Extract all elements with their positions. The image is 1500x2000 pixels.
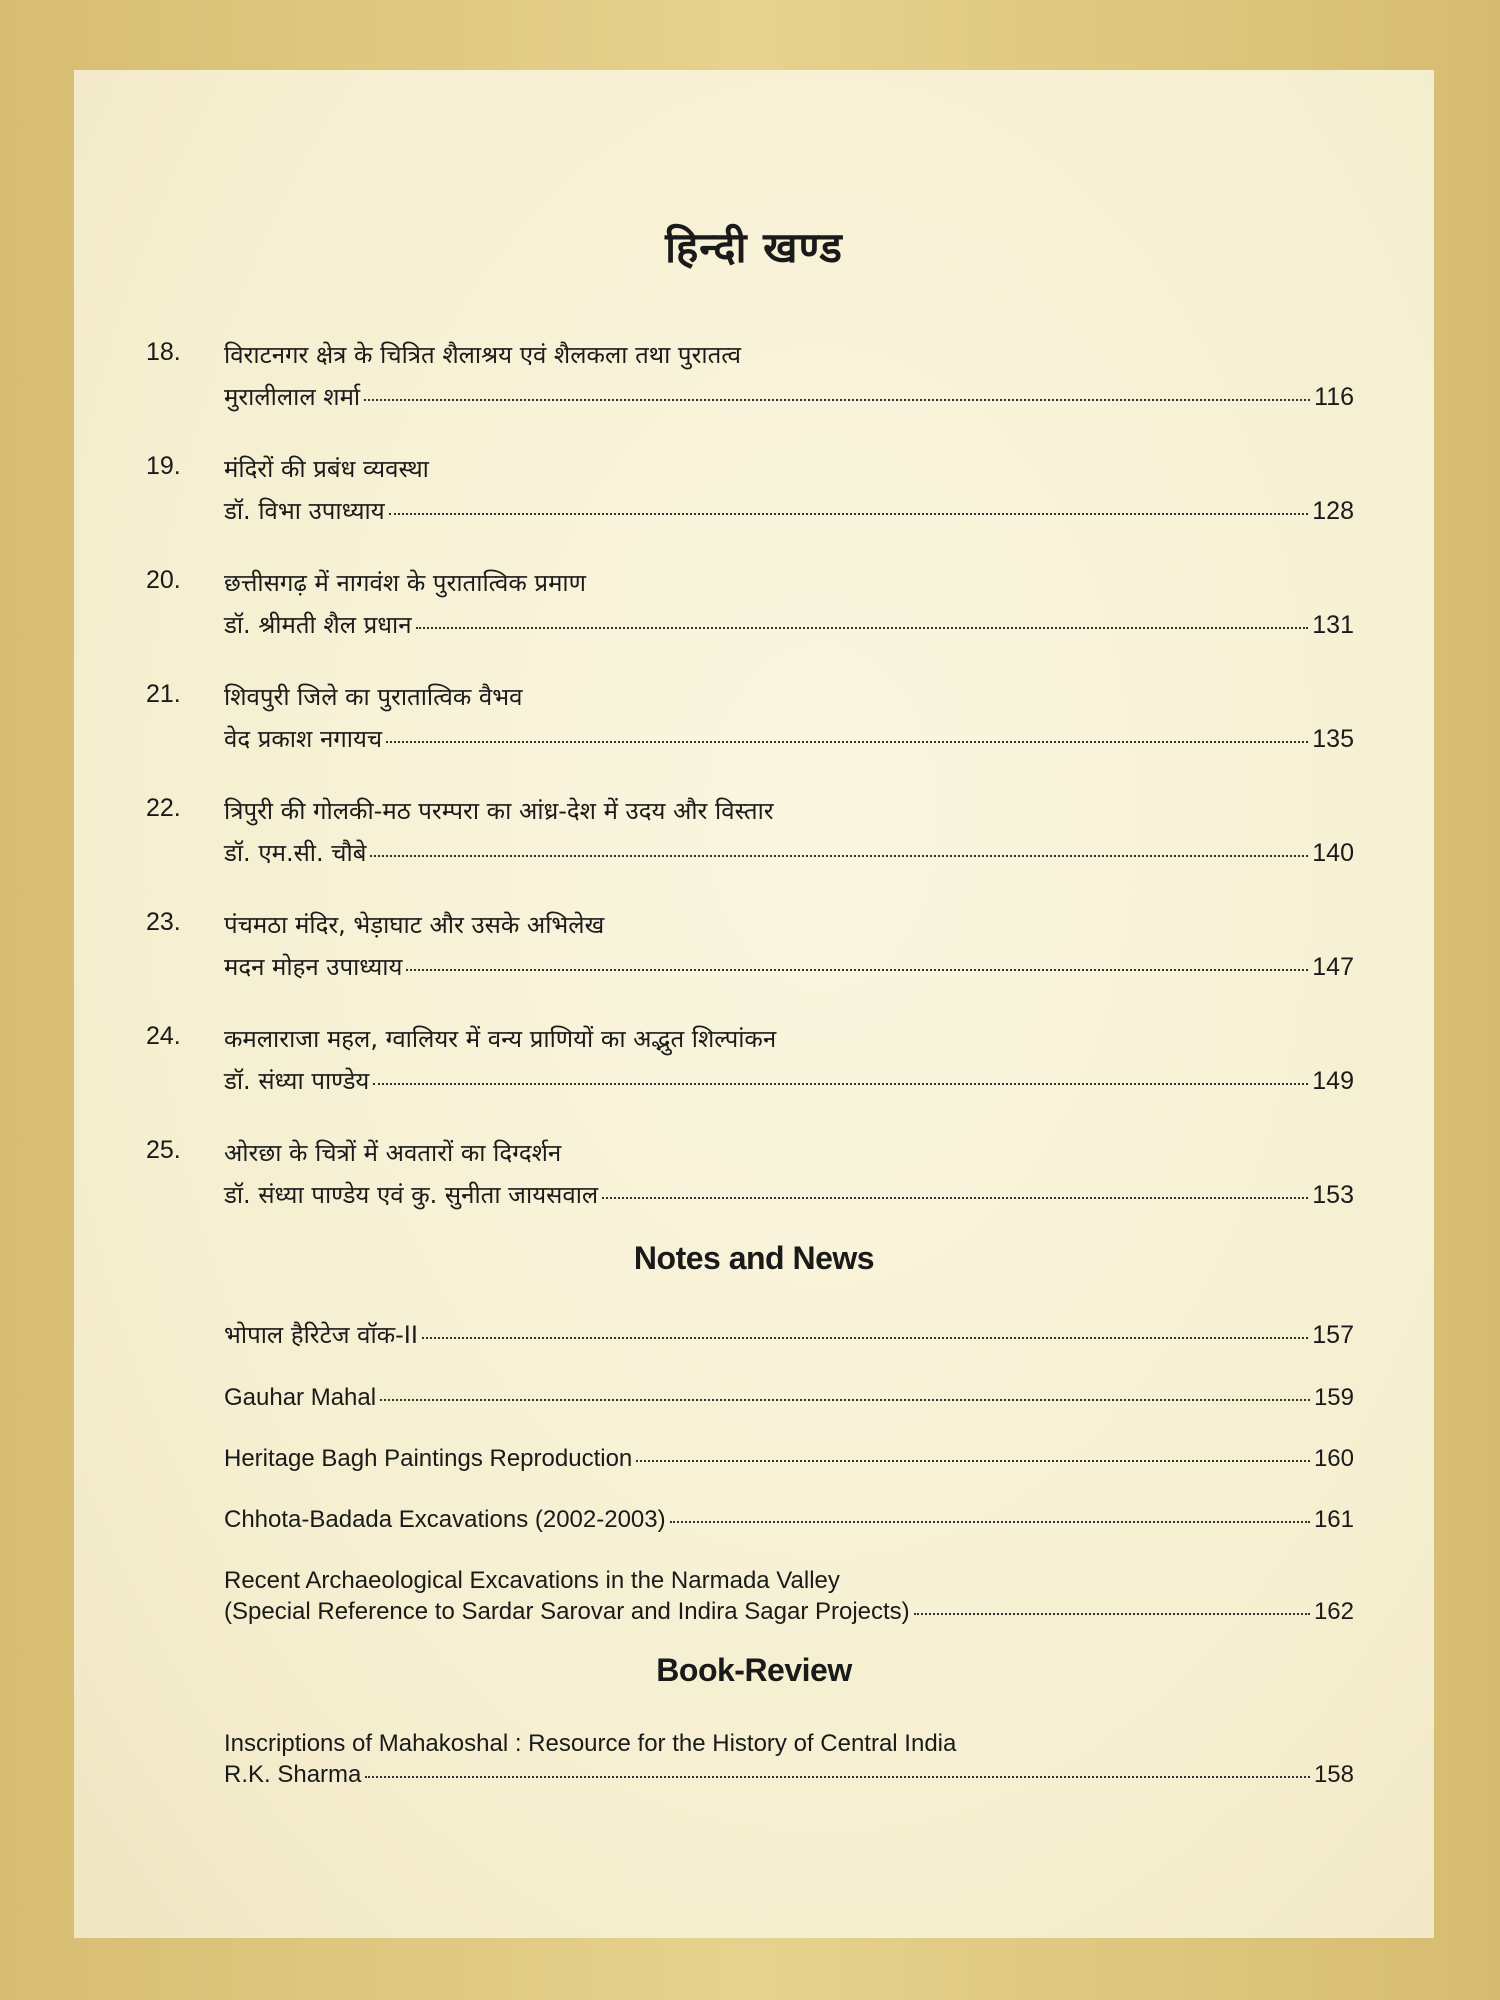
entry-page-number: 131 <box>1312 611 1354 639</box>
notes-item-line <box>224 1445 1354 1473</box>
entry-title: कमलाराजा महल, ग्वालियर में वन्य प्राणियों का अद्भुत शिल्पांकन <box>224 1025 777 1053</box>
entry-author: मुरालीलाल शर्मा <box>224 383 361 411</box>
entry-author-line <box>224 380 1354 413</box>
entry-author: डॉ. श्रीमती शैल प्रधान <box>224 611 412 639</box>
review-item-page-number: 158 <box>1313 1761 1354 1788</box>
entry-title: त्रिपुरी की गोलकी-मठ परम्परा का आंध्र-देश में उदय और विस्तार <box>224 797 774 825</box>
dot-leader <box>914 1612 1310 1615</box>
toc-entry-21 <box>74 680 1434 776</box>
entry-number: 18. <box>146 338 181 366</box>
entry-author: मदन मोहन उपाध्याय <box>224 953 403 981</box>
entry-number: 24. <box>146 1022 181 1050</box>
entry-number: 20. <box>146 566 181 594</box>
entry-author-line <box>224 608 1354 641</box>
contents-page <box>74 70 1434 1938</box>
review-item-author: R.K. Sharma <box>224 1761 362 1788</box>
notes-section-heading: Notes and News <box>633 1240 875 1276</box>
entry-title: छत्तीसगढ़ में नागवंश के पुरातात्विक प्रमाण <box>224 569 586 597</box>
entry-page-number: 153 <box>1312 1181 1354 1209</box>
entry-page-number: 128 <box>1312 497 1354 525</box>
dot-leader <box>364 398 1310 401</box>
notes-item-title: Gauhar Mahal <box>224 1384 377 1411</box>
notes-item-title: Recent Archaeological Excavations in the Narmada Valley <box>224 1567 840 1594</box>
toc-entry-25 <box>74 1136 1434 1232</box>
notes-item-page-number: 157 <box>1312 1321 1354 1349</box>
dot-leader <box>389 512 1309 515</box>
dot-leader <box>365 1775 1310 1778</box>
notes-item-line <box>224 1384 1354 1412</box>
review-section-heading: Book-Review <box>656 1652 852 1688</box>
entry-number: 19. <box>146 452 181 480</box>
dot-leader <box>636 1459 1310 1462</box>
dot-leader <box>670 1520 1310 1523</box>
entry-author-line <box>224 1064 1354 1097</box>
toc-entry-20 <box>74 566 1434 662</box>
entry-page-number: 135 <box>1312 725 1354 753</box>
dot-leader <box>422 1336 1308 1339</box>
dot-leader <box>602 1196 1308 1199</box>
entry-author: डॉ. विभा उपाध्याय <box>224 497 385 525</box>
entry-title: मंदिरों की प्रबंध व्यवस्था <box>224 455 429 483</box>
entry-number: 23. <box>146 908 181 936</box>
hindi-section-heading: हिन्दी खण्ड <box>665 223 843 272</box>
toc-entry-23 <box>74 908 1434 1004</box>
entry-page-number: 149 <box>1312 1067 1354 1095</box>
entry-number: 25. <box>146 1136 181 1164</box>
entry-author-line <box>224 1178 1354 1211</box>
dot-leader <box>370 854 1308 857</box>
notes-item-page-number: 160 <box>1313 1445 1354 1472</box>
review-item-title: Inscriptions of Mahakoshal : Resource for the History of Central India <box>224 1730 957 1757</box>
dot-leader <box>406 968 1308 971</box>
entry-author-line <box>224 836 1354 869</box>
entry-author-line <box>224 494 1354 527</box>
dot-leader <box>386 740 1308 743</box>
notes-item-subtitle: (Special Reference to Sardar Sarovar and Indira Sagar Projects) <box>224 1598 910 1625</box>
review-item-line <box>224 1761 1354 1789</box>
toc-entry-22 <box>74 794 1434 890</box>
notes-item-page-number: 161 <box>1313 1506 1354 1533</box>
notes-item-title: Chhota-Badada Excavations (2002-2003) <box>224 1506 666 1533</box>
toc-entry-19 <box>74 452 1434 548</box>
notes-item-line <box>224 1506 1354 1534</box>
entry-author: डॉ. संध्या पाण्डेय एवं कु. सुनीता जायसवाल <box>224 1181 599 1209</box>
entry-title: शिवपुरी जिले का पुरातात्विक वैभव <box>224 683 523 711</box>
entry-author-line <box>224 722 1354 755</box>
notes-item-line <box>224 1318 1354 1351</box>
entry-number: 22. <box>146 794 181 822</box>
entry-page-number: 116 <box>1314 383 1354 411</box>
notes-item-page-number: 159 <box>1313 1384 1354 1411</box>
toc-entry-18 <box>74 338 1434 434</box>
entry-title: विराटनगर क्षेत्र के चित्रित शैलाश्रय एवं शैलकला तथा पुरातत्व <box>224 341 741 369</box>
notes-item-title: Heritage Bagh Paintings Reproduction <box>224 1445 633 1472</box>
entry-title: पंचमठा मंदिर, भेड़ाघाट और उसके अभिलेख <box>224 911 605 939</box>
dot-leader <box>380 1398 1310 1401</box>
entry-number: 21. <box>146 680 181 708</box>
toc-entry-24 <box>74 1022 1434 1118</box>
dot-leader <box>373 1082 1308 1085</box>
notes-item-page-number: 162 <box>1313 1598 1354 1625</box>
entry-author-line <box>224 950 1354 983</box>
entry-page-number: 147 <box>1312 953 1354 981</box>
entry-author: डॉ. एम.सी. चौबे <box>224 839 367 867</box>
notes-item-title: भोपाल हैरिटेज वॉक-II <box>224 1321 418 1349</box>
entry-title: ओरछा के चित्रों में अवतारों का दिग्दर्शन <box>224 1139 562 1167</box>
entry-author: डॉ. संध्या पाण्डेय <box>224 1067 370 1095</box>
notes-item-line <box>224 1598 1354 1626</box>
entry-page-number: 140 <box>1312 839 1354 867</box>
dot-leader <box>416 626 1309 629</box>
entry-author: वेद प्रकाश नगायच <box>224 725 383 753</box>
